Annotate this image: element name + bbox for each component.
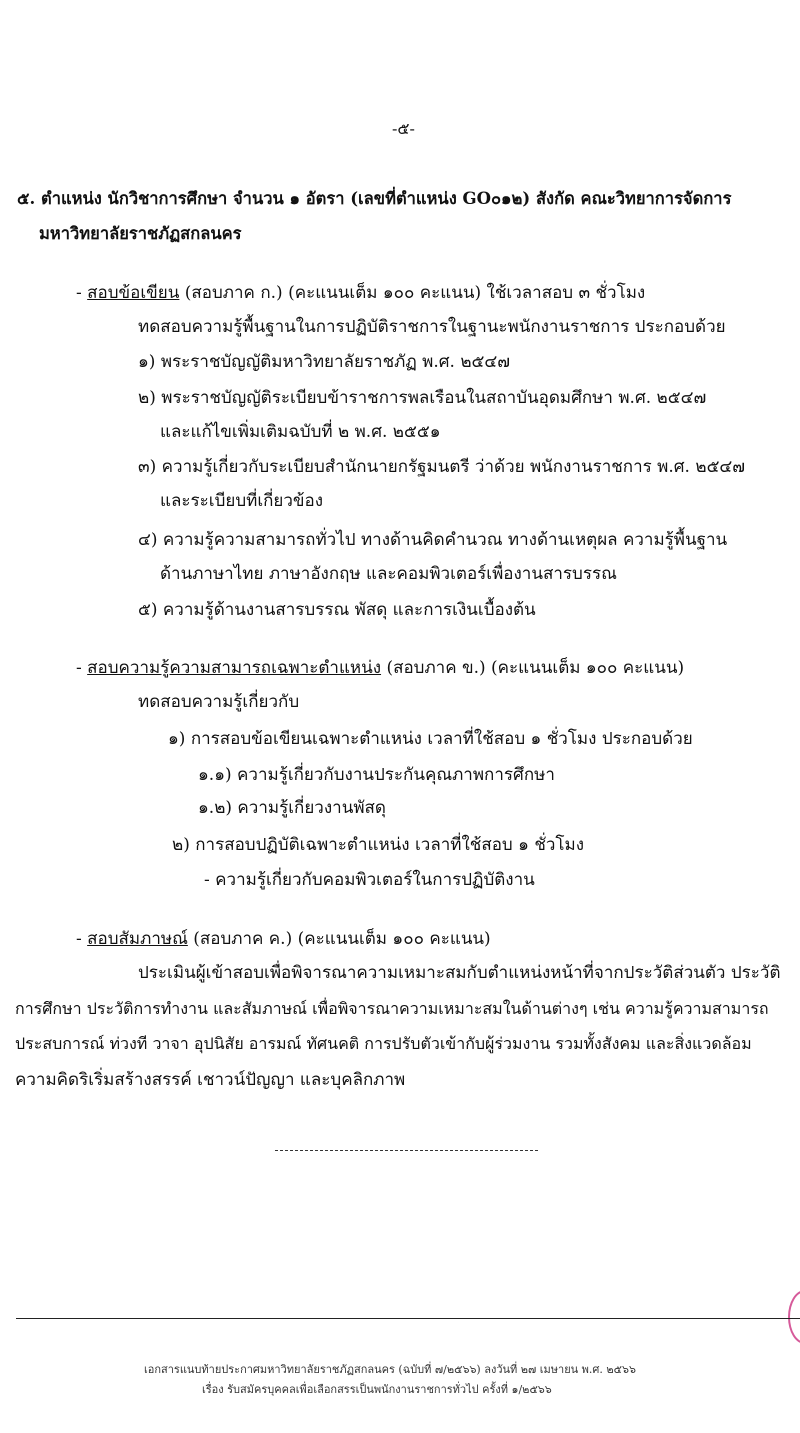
section-a-item: ๒) พระราชบัญญัติระเบียบข้าราชการพลเรือนในสถาบันอุดมศึกษา พ.ศ. ๒๕๔๗ (138, 388, 707, 408)
footer-line-2: เรื่อง รับสมัครบุคคลเพื่อเลือกสรรเป็นพนักงานราชการทั่วไป ครั้งที่ ๑/๒๕๖๖ (202, 1383, 552, 1396)
section-a-item: ๓) ความรู้เกี่ยวกับระเบียบสำนักนายกรัฐมนตรี ว่าด้วย พนักงานราชการ พ.ศ. ๒๕๔๗ (138, 457, 746, 477)
footer-line-1: เอกสารแนบท้ายประกาศมหาวิทยาลัยราชภัฏสกลนคร (ฉบับที่ ๗/๒๕๖๖) ลงวันที่ ๒๗ เมษายน พ.ศ. ๒๕๖๖ (144, 1363, 636, 1376)
section-b-title-rest: (สอบภาค ข.) (คะแนนเต็ม ๑๐๐ คะแนน) (381, 658, 685, 678)
section-b-item: ๑) การสอบข้อเขียนเฉพาะตำแหน่ง เวลาที่ใช้สอบ ๑ ชั่วโมง ประกอบด้วย (168, 729, 693, 749)
section-b-subitem: - ความรู้เกี่ยวกับคอมพิวเตอร์ในการปฏิบัติงาน (204, 870, 535, 890)
section-b-item: ๒) การสอบปฏิบัติเฉพาะตำแหน่ง เวลาที่ใช้สอบ ๑ ชั่วโมง (172, 835, 585, 855)
section-c-paragraph: ประเมินผู้เข้าสอบเพื่อพิจารณาความเหมาะสมกับตำแหน่งหน้าที่จากประวัติส่วนตัว ประวัติ (138, 963, 781, 983)
section-c-paragraph: ประสบการณ์ ท่วงที วาจา อุปนิสัย อารมณ์ ทัศนคติ การปรับตัวเข้ากับผู้ร่วมงาน รวมทั้งสังคม และสิ่งแวดล้อม (15, 1034, 752, 1053)
section-c-paragraph: ความคิดริเริ่มสร้างสรรค์ เชาวน์ปัญญา และบุคลิกภาพ (15, 1070, 406, 1090)
section-c-title: สอบสัมภาษณ์ (87, 929, 188, 949)
section-a-title: สอบข้อเขียน (87, 283, 180, 303)
section-c-title-rest: (สอบภาค ค.) (คะแนนเต็ม ๑๐๐ คะแนน) (187, 929, 491, 949)
stamp-mark (788, 1290, 800, 1344)
page-number: -๕- (392, 119, 415, 138)
section-c-dash: - (76, 929, 88, 949)
section-a-heading (76, 282, 645, 304)
section-a-item-cont: ด้านภาษาไทย ภาษาอังกฤษ และคอมพิวเตอร์เพื่องานสารบรรณ (160, 564, 617, 584)
position-heading-cont: มหาวิทยาลัยราชภัฏสกลนคร (39, 224, 242, 243)
section-b-subitem: ๑.๒) ความรู้เกี่ยวงานพัสดุ (198, 798, 386, 818)
section-c-heading (76, 928, 491, 950)
section-b-heading (76, 657, 684, 679)
section-a-intro: ทดสอบความรู้พื้นฐานในการปฏิบัติราชการในฐานะพนักงานราชการ ประกอบด้วย (138, 317, 726, 337)
section-b-dash: - (76, 658, 88, 678)
section-a-dash: - (76, 283, 88, 303)
section-a-item-cont: และระเบียบที่เกี่ยวข้อง (160, 491, 324, 511)
footer-rule (16, 1318, 800, 1319)
section-a-item-cont: และแก้ไขเพิ่มเติมฉบับที่ ๒ พ.ศ. ๒๕๕๑ (160, 422, 441, 442)
section-b-title: สอบความรู้ความสามารถเฉพาะตำแหน่ง (87, 658, 382, 678)
position-heading: ๕. ตำแหน่ง นักวิชาการศึกษา จำนวน ๑ อัตรา (เลขที่ตำแหน่ง GO๐๑๒) สังกัด คณะวิทยาการจัดการ (17, 189, 732, 208)
section-a-item: ๕) ความรู้ด้านงานสารบรรณ พัสดุ และการเงินเบื้องต้น (138, 600, 536, 620)
section-b-intro: ทดสอบความรู้เกี่ยวกับ (138, 692, 300, 712)
section-a-title-rest: (สอบภาค ก.) (คะแนนเต็ม ๑๐๐ คะแนน) ใช้เวลาสอบ ๓ ชั่วโมง (179, 283, 646, 303)
section-a-item: ๑) พระราชบัญญัติมหาวิทยาลัยราชภัฏ พ.ศ. ๒๕๔๗ (138, 352, 511, 372)
end-divider (275, 1150, 538, 1151)
section-c-paragraph: การศึกษา ประวัติการทำงาน และสัมภาษณ์ เพื่อพิจารณาความเหมาะสมในด้านต่างๆ เช่น ความรู้ความสามารถ (15, 999, 769, 1018)
section-a-item: ๔) ความรู้ความสามารถทั่วไป ทางด้านคิดคำนวณ ทางด้านเหตุผล ความรู้พื้นฐาน (138, 530, 728, 550)
section-b-subitem: ๑.๑) ความรู้เกี่ยวกับงานประกันคุณภาพการศึกษา (198, 765, 555, 785)
